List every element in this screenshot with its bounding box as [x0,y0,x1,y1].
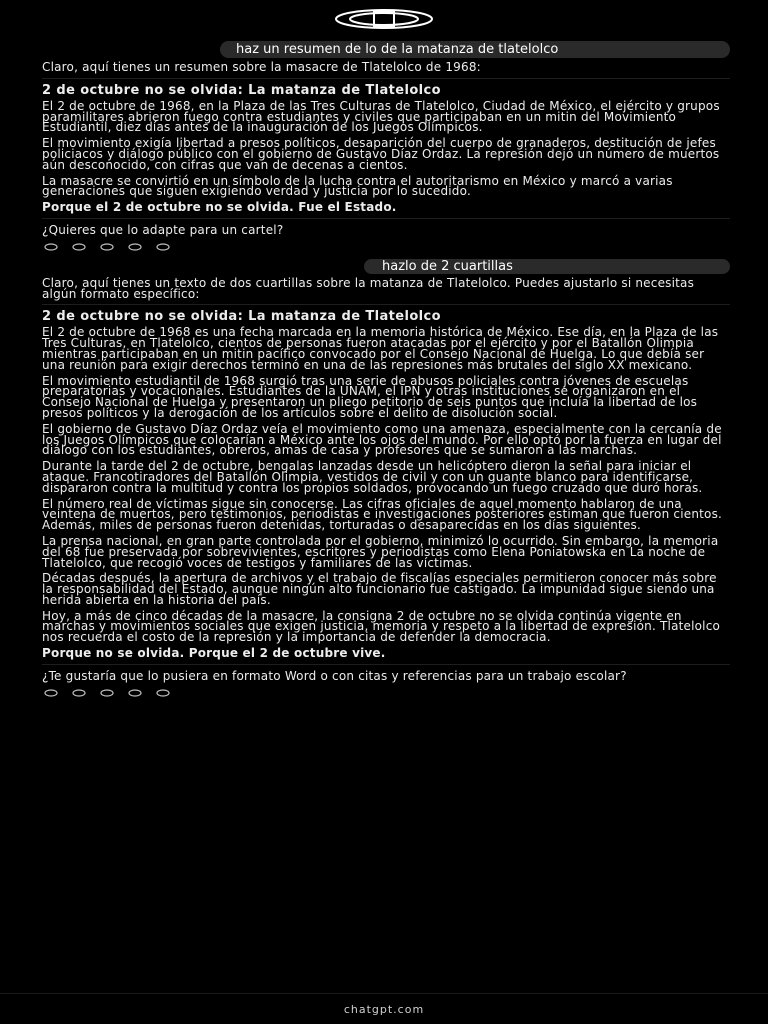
user-message: hazlo de 2 cuartillas [364,259,730,274]
assistant-paragraph: Hoy, a más de cinco décadas de la masacre, la consigna 2 de octubre no se olvida continúa vigente en marchas y movimientos sociales que exigen justicia, memoria y respeto a la libertad de expresión. Tlatelolco nos recuerda el costo de la represión y la importancia de defender la democracia. [42,608,721,645]
assistant-message [42,62,730,253]
assistant-paragraph: La prensa nacional, en gran parte controlada por el gobierno, minimizó lo ocurrido. Sin embargo, la memoria del 68 fue preservada por sobrevivientes, escritores y periodistas como Elena Poniatowska en La noche de Tlatelolco, que recogió voces de testigos y familiares de las víctimas. [42,533,719,570]
assistant-closing: Porque el 2 de octubre no se olvida. Fue el Estado. [42,200,397,215]
assistant-paragraph: El gobierno de Gustavo Díaz Ordaz veía el movimiento como una amenaza, especialmente con la cercanía de los Juegos Olímpicos que colocarían a México ante los ojos del mundo. Por ello optó por la fuerza en lugar del diálogo con los estudiantes, obreros, amas de casa y profesores que se sumaron a las marchas. [42,421,722,458]
regenerate-icon[interactable] [156,243,170,251]
url-bar [0,993,768,1024]
copy-icon[interactable] [44,689,58,697]
assistant-intro: Claro, aquí tienes un resumen sobre la masacre de Tlatelolco de 1968: [42,60,481,74]
divider [42,304,730,305]
assistant-paragraph: El 2 de octubre de 1968, en la Plaza de las Tres Culturas de Tlatelolco, Ciudad de México, el ejército y grupos paramilitares abrieron fuego contra estudiantes y civiles que participaban en un mitin del Movimiento Estudiantil, diez días antes de la inauguración de los Juegos Olímpicos. [42,98,720,135]
conversation [40,38,730,988]
speaker-icon[interactable] [72,243,86,251]
regenerate-icon[interactable] [156,689,170,697]
thumbs-up-icon[interactable] [100,689,114,697]
assistant-closing: Porque no se olvida. Porque el 2 de octubre vive. [42,646,386,661]
divider [42,218,730,219]
assistant-paragraph: El 2 de octubre de 1968 es una fecha marcada en la memoria histórica de México. Ese día, en la Plaza de las Tres Culturas, en Tlatelolco, cientos de personas fueron atacadas por el ejército y por el Batallón Olimpia mientras participaban en un mitin pacífico convocado por el Consejo Nacional de Huelga. Lo que debía ser una reunión para exigir derechos terminó en una de las represiones más brutales del siglo XX mexicano. [42,325,719,372]
openai-logo-icon [334,8,434,30]
thumbs-down-icon[interactable] [128,243,142,251]
thumbs-down-icon[interactable] [128,689,142,697]
assistant-followup: ¿Te gustaría que lo pusiera en formato Word o con citas y referencias para un trabajo escolar? [42,668,627,683]
message-actions [44,241,730,253]
speaker-icon[interactable] [72,689,86,697]
assistant-paragraph: Durante la tarde del 2 de octubre, bengalas lanzadas desde un helicóptero dieron la señal para iniciar el ataque. Francotiradores del Batallón Olimpia, vestidos de civil y con un guante blanco para identificarse, dispararon contra la multitud y contra los propios soldados, provocando un fuego cruzado que duró horas. [42,459,703,495]
thumbs-up-icon[interactable] [100,243,114,251]
copy-icon[interactable] [44,243,58,251]
assistant-heading: 2 de octubre no se olvida: La matanza de Tlatelolco [42,82,441,98]
assistant-paragraph: La masacre se convirtió en un símbolo de la lucha contra el autoritarismo en México y marcó a varias generaciones que siguen exigiendo verdad y justicia por lo sucedido. [42,173,673,199]
message-actions [44,687,730,699]
domain-label: chatgpt.com [343,1002,425,1016]
assistant-paragraph: El movimiento estudiantil de 1968 surgió tras una serie de abusos policiales contra jóvenes de escuelas preparatorias y vocacionales. Estudiantes de la UNAM, el IPN y otras instituciones se organizaron en el Consejo Nacional de Huelga y presentaron un pliego petitorio de seis puntos que incluía la libertad de los presos políticos y la derogación de los artículos sobre el delito de disolución social. [42,373,698,420]
assistant-message [42,275,730,699]
assistant-followup: ¿Quieres que lo adapte para un cartel? [42,222,284,237]
assistant-heading: 2 de octubre no se olvida: La matanza de Tlatelolco [42,309,441,325]
assistant-paragraph: El movimiento exigía libertad a presos políticos, desaparición del cuerpo de granaderos, destitución de jefes policiacos y diálogo público con el gobierno de Gustavo Díaz Ordaz. La represión dejó un número de muertos aún desconocido, con cifras que van de decenas a cientos. [42,136,720,172]
assistant-paragraph: El número real de víctimas sigue sin conocerse. Las cifras oficiales de aquel momento hablaron de una veintena de muertos, pero testimonios, periodistas e investigaciones posteriores estiman que fueron cientos. Además, miles de personas fueron detenidas, torturadas o desaparecidas en los días siguientes. [42,496,723,533]
assistant-intro: Claro, aquí tienes un texto de dos cuartillas sobre la matanza de Tlatelolco. Puedes ajustarlo si necesitas algún formato específico: [42,275,695,301]
assistant-paragraph: Décadas después, la apertura de archivos y el trabajo de fiscalías especiales permitieron conocer más sobre la responsabilidad del Estado, aunque ningún alto funcionario fue castigado. La impunidad sigue siendo una herida abierta en la historia del país. [42,571,717,607]
divider [42,664,730,665]
user-message: haz un resumen de lo de la matanza de tlatelolco [220,41,730,58]
divider [42,78,730,79]
